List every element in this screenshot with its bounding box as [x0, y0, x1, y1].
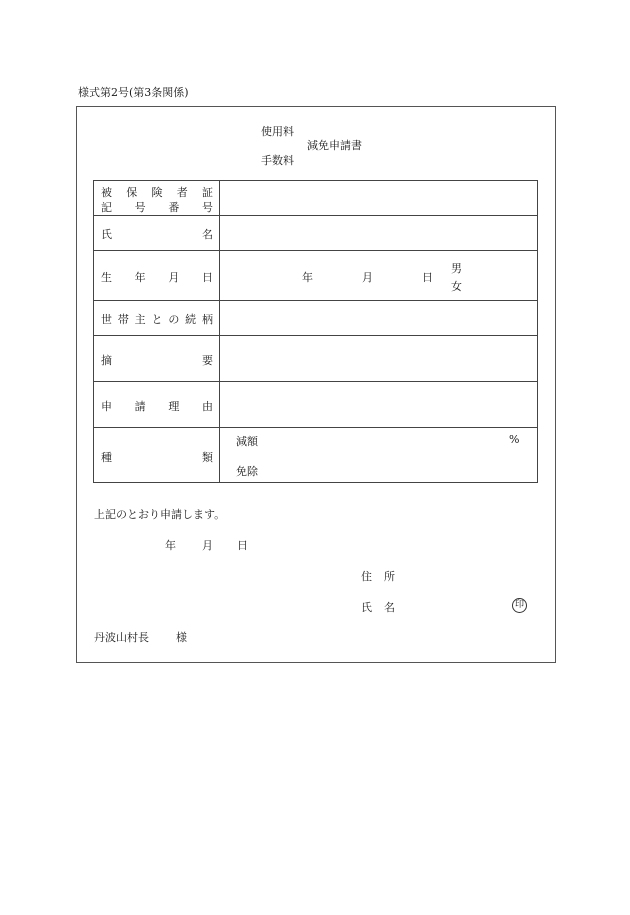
form-number-label: 様式第2号(第3条関係)	[78, 86, 189, 99]
relationship-label: 世 帯 主 と の 続 柄	[101, 313, 213, 326]
date-month-unit: 月	[202, 539, 213, 552]
addressee-honorific: 様	[176, 631, 187, 644]
birth-month-unit: 月	[362, 271, 373, 284]
type-percent-unit: %	[509, 433, 520, 446]
table-row-type	[94, 427, 537, 482]
summary-label: 摘 要	[101, 354, 213, 367]
title-usage-fee: 使用料	[261, 125, 294, 138]
reason-label: 申 請 理 由	[101, 400, 213, 413]
table-row-birthdate	[94, 250, 537, 300]
addressee-name: 丹波山村長	[94, 631, 149, 644]
birthdate-label: 生 年 月 日	[101, 271, 213, 284]
table-row-insurance-number	[94, 181, 537, 215]
type-exemption-option[interactable]: 免除	[236, 465, 258, 478]
address-label-char2: 所	[384, 570, 395, 583]
application-statement: 上記のとおり申請します。	[94, 508, 226, 521]
sex-female[interactable]: 女	[451, 280, 462, 293]
table-row-summary	[94, 335, 537, 381]
name-label-char2: 名	[384, 601, 395, 614]
seal-icon: 印	[512, 598, 527, 613]
type-label: 種 類	[101, 451, 213, 464]
application-table	[93, 180, 538, 483]
sex-male[interactable]: 男	[451, 262, 462, 275]
date-year-unit: 年	[165, 539, 176, 552]
title-handling-fee: 手数料	[261, 154, 294, 167]
birth-year-unit: 年	[302, 271, 313, 284]
insurance-label-line1: 被 保 険 者 証	[101, 186, 213, 199]
date-day-unit: 日	[237, 539, 248, 552]
insurance-label-line2: 記 号 番 号	[101, 201, 213, 214]
type-reduction-option[interactable]: 減額	[236, 435, 258, 448]
table-row-reason	[94, 381, 537, 427]
name-label: 氏 名	[101, 228, 213, 241]
address-label-char1: 住	[361, 570, 372, 583]
birth-day-unit: 日	[422, 271, 433, 284]
table-row-name	[94, 215, 537, 250]
title-application: 減免申請書	[307, 139, 362, 152]
name-label-char1: 氏	[361, 601, 372, 614]
table-row-relationship	[94, 300, 537, 335]
